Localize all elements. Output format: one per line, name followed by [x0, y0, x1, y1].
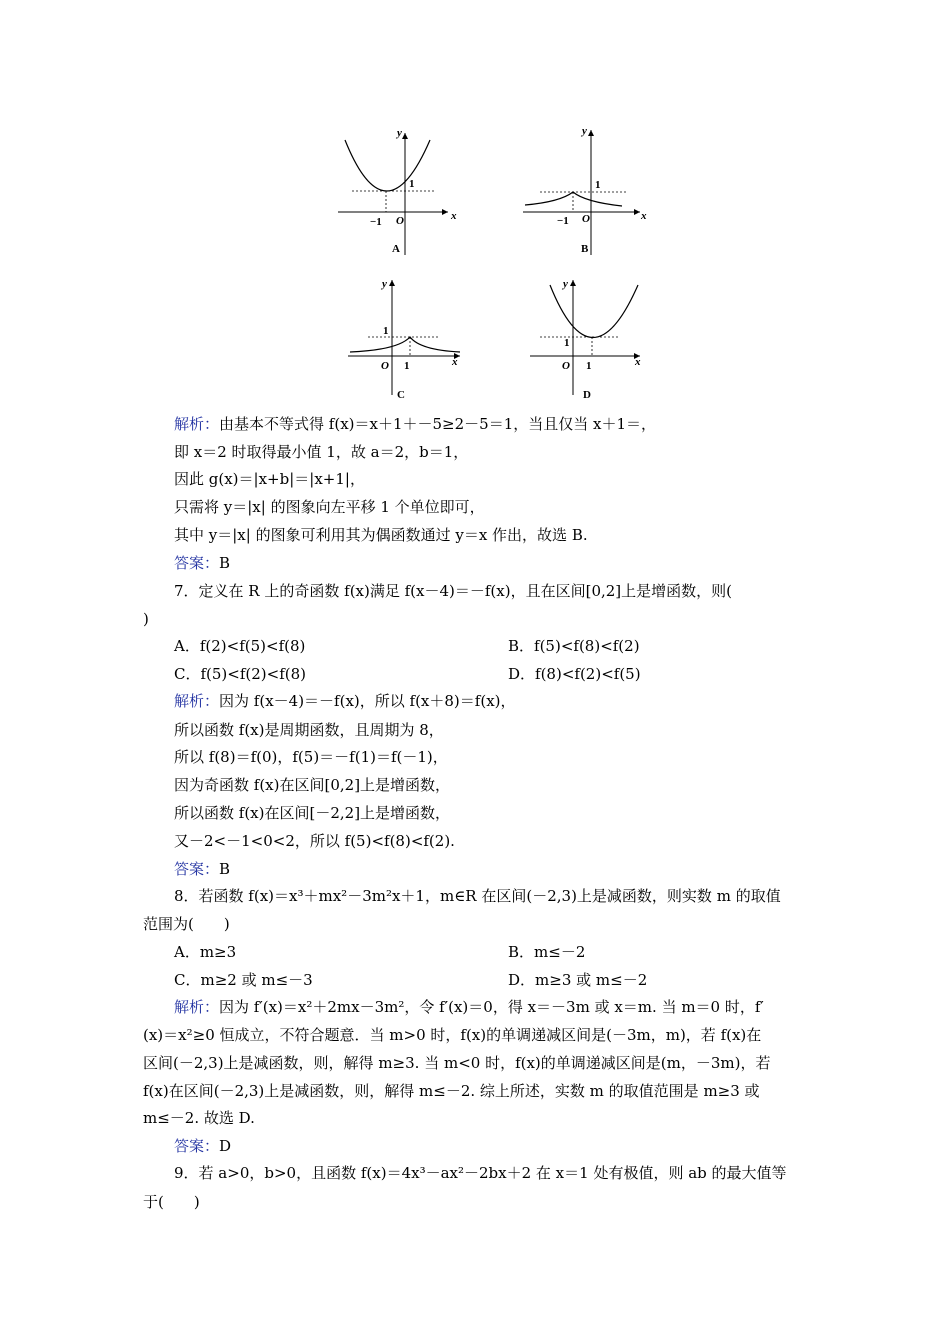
q6-explanation-label: 解析： — [174, 415, 220, 433]
graph-d-y-label: y — [563, 278, 568, 290]
graph-a-origin: O — [396, 215, 404, 227]
graph-a — [338, 127, 457, 255]
q8-explanation-label: 解析： — [174, 998, 220, 1016]
graph-d — [530, 278, 641, 401]
graph-b-origin: O — [582, 213, 590, 225]
graph-a-x-label: x — [451, 210, 457, 222]
q8-explanation-line-5: m≤－2. 故选 D. — [143, 1109, 255, 1127]
q9-stem-line-2: 于( ) — [143, 1193, 200, 1211]
q7-explanation-line-4: 因为奇函数 f(x)在区间[0,2]上是增函数， — [174, 776, 451, 794]
q7-stem-line-1: 7．定义在 R 上的奇函数 f(x)满足 f(x－4)＝－f(x)，且在区间[0,2]上是增函数，则( — [174, 582, 733, 600]
q7-explanation-line-6: 又－2<－1<0<2，所以 f(5)<f(8)<f(2). — [174, 832, 455, 850]
graph-a-label: A — [392, 243, 400, 255]
graph-b-tick: −1 — [557, 215, 569, 227]
q8-stem-line-1: 8．若函数 f(x)＝x³＋mx²－3m²x＋1，m∈R 在区间(－2,3)上是减函数，则实数 m 的取值 — [174, 887, 781, 905]
graph-c — [348, 278, 460, 401]
q8-explanation-line-2: (x)＝x²≥0 恒成立，不符合题意．当 m>0 时，f(x)的单调递减区间是(－3m，m)，若 f(x)在 — [143, 1026, 762, 1044]
graph-d-one: 1 — [564, 337, 570, 349]
q7-explanation-line-2: 所以函数 f(x)是周期函数，且周期为 8， — [174, 721, 444, 739]
q8-option-b: B．m≤－2 — [508, 943, 586, 961]
q6-answer: 答案：B — [174, 554, 231, 572]
graph-d-origin: O — [562, 360, 570, 372]
graph-c-label: C — [397, 389, 405, 401]
graph-c-x-label: x — [452, 356, 458, 368]
graph-b-x-label: x — [641, 210, 647, 222]
graph-a-one: 1 — [409, 178, 415, 190]
graph-a-y-label: y — [397, 127, 402, 139]
q7-explanation-line-1: 解析：因为 f(x－4)＝－f(x)，所以 f(x＋8)＝f(x)， — [174, 692, 516, 710]
q8-answer: 答案：D — [174, 1137, 232, 1155]
q6-explanation-line-3: 因此 g(x)＝|x+b|＝|x+1|， — [174, 470, 365, 488]
graph-b-y-label: y — [582, 125, 587, 137]
graph-c-tick: 1 — [404, 360, 410, 372]
q6-explanation-line-2: 即 x＝2 时取得最小值 1，故 a＝2，b＝1， — [174, 443, 469, 461]
q8-explanation-line-3: 区间(－2,3)上是减函数，则，解得 m≥3. 当 m<0 时，f(x)的单调递减区间是(m，－3m)，若 — [143, 1054, 771, 1072]
q7-option-c: C．f(5)<f(2)<f(8) — [174, 665, 307, 683]
graph-b-one: 1 — [595, 179, 601, 191]
graph-d-label: D — [583, 389, 591, 401]
graph-a-tick: −1 — [370, 216, 382, 228]
q8-option-d: D．m≥3 或 m≤－2 — [508, 971, 648, 989]
q6-explanation-line-1: 解析：由基本不等式得 f(x)＝x＋1＋－5≥2－5＝1，当且仅当 x＋1＝， — [174, 415, 657, 433]
q7-explanation-label: 解析： — [174, 692, 220, 710]
graph-b — [523, 125, 647, 255]
q6-explanation-line-5: 其中 y＝|x| 的图象可利用其为偶函数通过 y＝x 作出，故选 B. — [174, 526, 588, 544]
q6-explanation-line-4: 只需将 y＝|x| 的图象向左平移 1 个单位即可， — [174, 498, 485, 516]
q7-explanation-line-3: 所以 f(8)＝f(0)，f(5)＝－f(1)＝f(－1)， — [174, 748, 448, 766]
graph-c-y-label: y — [382, 278, 387, 290]
q7-stem-line-2: ) — [143, 610, 149, 628]
function-graphs-figure — [0, 0, 950, 410]
q8-stem-line-2: 范围为( ) — [143, 915, 230, 933]
graph-b-label: B — [581, 243, 589, 255]
q7-option-b: B．f(5)<f(8)<f(2) — [508, 637, 640, 655]
q7-option-d: D．f(8)<f(2)<f(5) — [508, 665, 641, 683]
q8-explanation-line-4: f(x)在区间(－2,3)上是减函数，则，解得 m≤－2. 综上所述，实数 m 的取值范围是 m≥3 或 — [143, 1082, 760, 1100]
q7-answer: 答案：B — [174, 860, 231, 878]
q9-stem-line-1: 9．若 a>0，b>0，且函数 f(x)＝4x³－ax²－2bx＋2 在 x＝1 处有极值，则 ab 的最大值等 — [174, 1164, 787, 1182]
graph-c-origin: O — [381, 360, 389, 372]
q7-option-a: A．f(2)<f(5)<f(8) — [174, 637, 306, 655]
q7-explanation-line-5: 所以函数 f(x)在区间[－2,2]上是增函数， — [174, 804, 451, 822]
q8-option-c: C．m≥2 或 m≤－3 — [174, 971, 313, 989]
q8-explanation-line-1: 解析：因为 f′(x)＝x²＋2mx－3m²，令 f′(x)＝0，得 x＝－3m 或 x＝m. 当 m＝0 时，f′ — [174, 998, 764, 1016]
graph-d-x-label: x — [635, 356, 641, 368]
q8-option-a: A．m≥3 — [174, 943, 237, 961]
graph-d-tick: 1 — [586, 360, 592, 372]
graph-c-one: 1 — [383, 325, 389, 337]
